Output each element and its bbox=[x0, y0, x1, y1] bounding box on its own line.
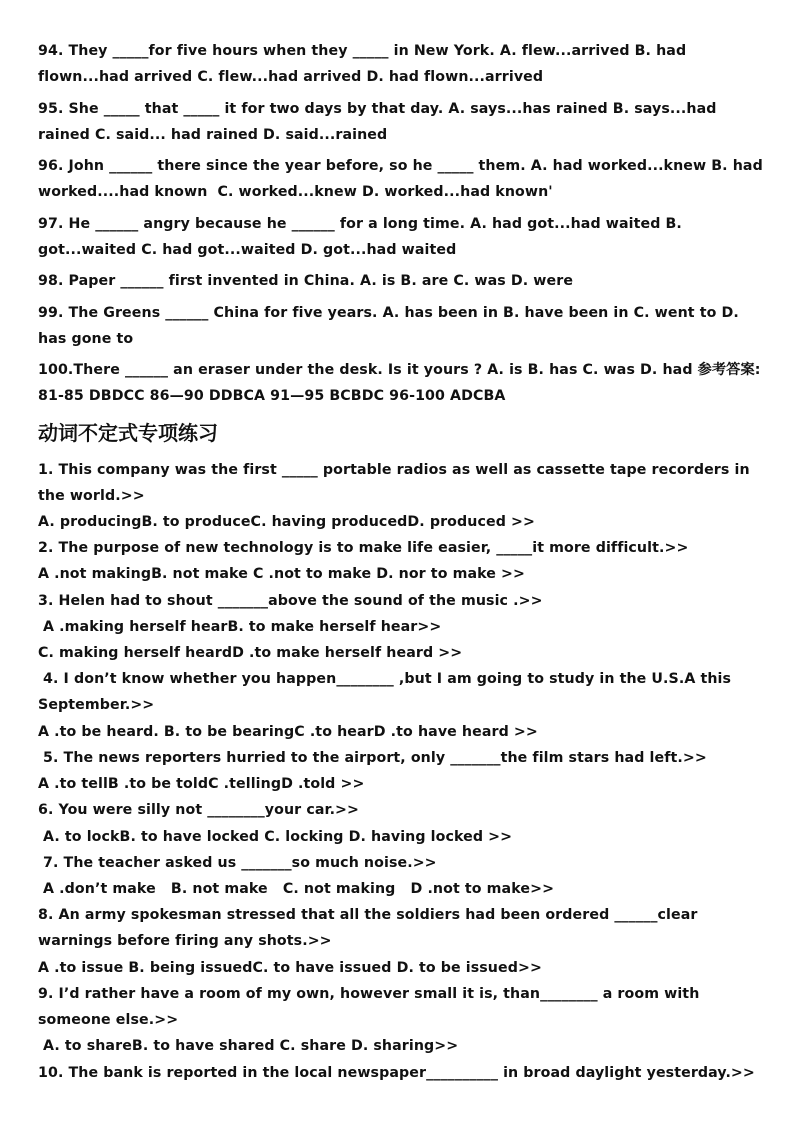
exercise-10-question: 10. The bank is reported in the local newspaper__________ in broad daylight yesterday.>> bbox=[38, 1065, 755, 1081]
exercise-8-options: A .to issue B. being issuedC. to have issued D. to be issued>> bbox=[38, 960, 542, 976]
question-100-and-answers: 100.There ______ an eraser under the desk. Is it yours ? A. is B. has C. was D. had 参考答案: 81-85 DBDCC 86—90 DDBCA 91—95 BCBDC 96-100 ADCBA bbox=[38, 362, 766, 404]
exercise-3-options-c-d: C. making herself heardD .to make herself heard >> bbox=[38, 645, 463, 661]
exercise-3-question: 3. Helen had to shout _______above the sound of the music .>> bbox=[38, 593, 543, 609]
exercise-8-question: 8. An army spokesman stressed that all the soldiers had been ordered ______clear warnings before firing any shots.>> bbox=[38, 907, 703, 949]
question-98: 98. Paper ______ first invented in China. A. is B. are C. was D. were bbox=[38, 273, 574, 289]
exercise-1-question: 1. This company was the first _____ portable radios as well as cassette tape recorders in the world.>> bbox=[38, 462, 755, 504]
exercise-7-options: A .don’t make B. not make C. not making D .not to make>> bbox=[38, 881, 555, 897]
exercise-2-options: A .not makingB. not make C .not to make D. nor to make >> bbox=[38, 566, 526, 582]
question-96: 96. John ______ there since the year before, so he _____ them. A. had worked...knew B. had worked....had known C. worked...knew D. worked...had known' bbox=[38, 158, 768, 200]
exercise-6-options: A. to lockB. to have locked C. locking D. having locked >> bbox=[38, 829, 513, 845]
exercise-6-question: 6. You were silly not ________your car.>> bbox=[38, 802, 360, 818]
exercise-2-question: 2. The purpose of new technology is to make life easier, _____it more difficult.>> bbox=[38, 540, 689, 556]
exercise-9-question: 9. I’d rather have a room of my own, however small it is, than________ a room with someone else.>> bbox=[38, 986, 705, 1028]
question-99: 99. The Greens ______ China for five years. A. has been in B. have been in C. went to D. has gone to bbox=[38, 305, 744, 347]
exercise-4-options: A .to be heard. B. to be bearingC .to hearD .to have heard >> bbox=[38, 724, 538, 740]
exercise-1-options: A. producingB. to produceC. having producedD. produced >> bbox=[38, 514, 535, 530]
question-95: 95. She _____ that _____ it for two days by that day. A. says...has rained B. says...had rained C. said... had rained D. said...rained bbox=[38, 101, 722, 143]
exercise-7-question: 7. The teacher asked us _______so much noise.>> bbox=[38, 855, 437, 871]
exercise-4-question: 4. I don’t know whether you happen________ ,but I am going to study in the U.S.A this September.>> bbox=[38, 671, 737, 713]
exercise-3-options-a-b: A .making herself hearB. to make herself hear>> bbox=[38, 619, 442, 635]
section-title: 动词不定式专项练习 bbox=[38, 421, 218, 445]
exercise-9-options: A. to shareB. to have shared C. share D. sharing>> bbox=[38, 1038, 459, 1054]
question-97: 97. He ______ angry because he ______ for a long time. A. had got...had waited B. got...waited C. had got...waited D. got...had waited bbox=[38, 216, 687, 258]
question-94: 94. They _____for five hours when they _____ in New York. A. flew...arrived B. had flown...had arrived C. flew...had arrived D. had flown...arrived bbox=[38, 43, 692, 85]
exercise-5-question: 5. The news reporters hurried to the airport, only _______the film stars had left.>> bbox=[38, 750, 707, 766]
exercise-5-options: A .to tellB .to be toldC .tellingD .told >> bbox=[38, 776, 365, 792]
